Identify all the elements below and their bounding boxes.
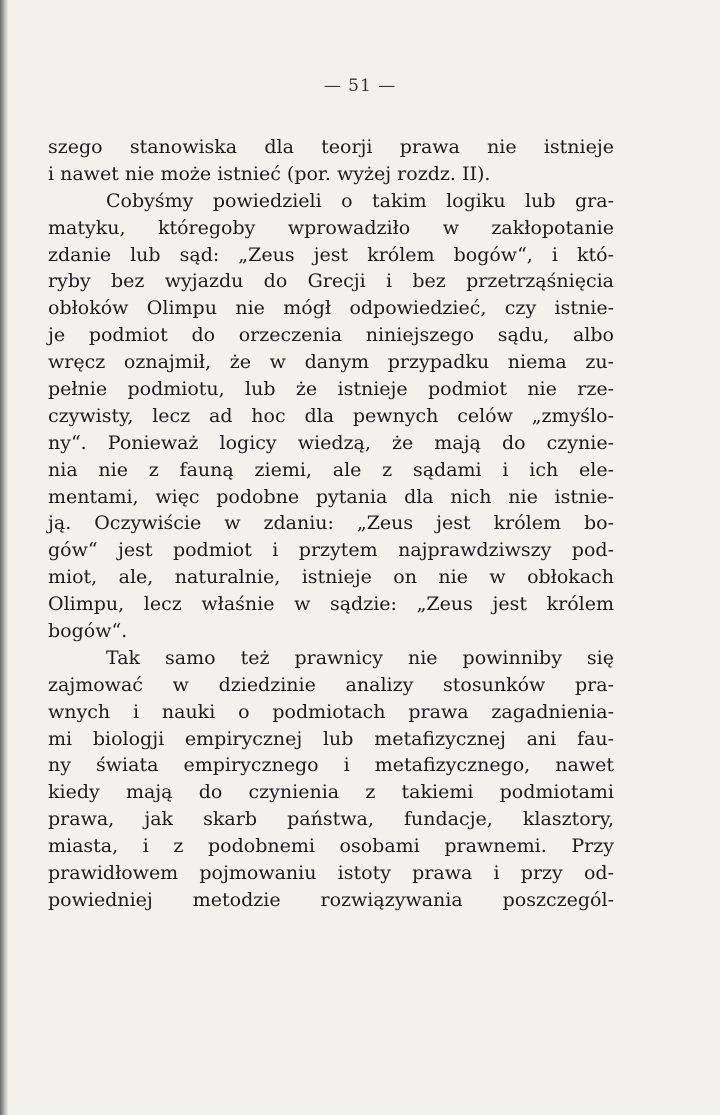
text-line: Cobyśmy powiedzieli o takim logiku lub gra- xyxy=(106,189,614,212)
text-line: je podmiot do orzeczenia niniejszego sądu, albo xyxy=(48,324,614,347)
text-line: mentami, więc podobne pytania dla nich nie istnie- xyxy=(48,485,614,508)
text-line: ny“. Ponieważ logicy wiedzą, że mają do czynie- xyxy=(48,431,614,454)
text-line: kiedy mają do czynienia z takiemi podmiotami xyxy=(48,781,614,804)
text-line: wnych i nauki o podmiotach prawa zagadnienia- xyxy=(48,700,614,723)
text-line: mi biologji empirycznej lub metafizycznej ani fau- xyxy=(48,727,614,750)
text-line: matyku, któregoby wprowadziło w zakłopotanie xyxy=(48,216,614,239)
text-line: powiedniej metodzie rozwiązywania poszczegól- xyxy=(48,888,614,911)
text-line: miasta, i z podobnemi osobami prawnemi. Przy xyxy=(48,835,614,858)
text-line: miot, ale, naturalnie, istnieje on nie w obłokach xyxy=(48,566,614,589)
body-text xyxy=(48,134,614,914)
text-line: Tak samo też prawnicy nie powinniby się xyxy=(106,646,614,669)
text-line: ryby bez wyjazdu do Grecji i bez przetrząśnięcia xyxy=(48,270,614,293)
text-line: wręcz oznajmił, że w danym przypadku niema zu- xyxy=(48,351,614,374)
text-line: pełnie podmiotu, lub że istnieje podmiot nie rze- xyxy=(48,378,614,401)
page-number: — 51 — xyxy=(323,76,397,96)
text-line: ją. Oczywiście w zdaniu: „Zeus jest królem bo- xyxy=(48,512,614,535)
text-line: zajmować w dziedzinie analizy stosunków pra- xyxy=(48,673,614,696)
text-line: bogów“. xyxy=(48,620,128,643)
text-line: Olimpu, lecz właśnie w sądzie: „Zeus jest królem xyxy=(48,593,614,616)
text-line: i nawet nie może istnieć (por. wyżej rozdz. II). xyxy=(48,162,491,185)
text-line: szego stanowiska dla teorji prawa nie istnieje xyxy=(48,136,614,158)
book-spine-edge xyxy=(0,0,8,1115)
text-line: nia nie z fauną ziemi, ale z sądami i ich ele- xyxy=(48,458,614,481)
text-line: gów“ jest podmiot i przytem najprawdziwszy pod- xyxy=(48,539,614,562)
text-line: prawa, jak skarb państwa, fundacje, klasztory, xyxy=(48,808,614,831)
text-line: zdanie lub sąd: „Zeus jest królem bogów“, i któ- xyxy=(48,243,614,266)
text-line: prawidłowem pojmowaniu istoty prawa i przy od- xyxy=(48,862,614,885)
text-line: obłoków Olimpu nie mógł odpowiedzieć, czy istnie- xyxy=(48,297,614,320)
text-line: czywisty, lecz ad hoc dla pewnych celów „zmyślo- xyxy=(48,404,614,427)
text-line: ny świata empirycznego i metafizycznego, nawet xyxy=(48,754,614,777)
